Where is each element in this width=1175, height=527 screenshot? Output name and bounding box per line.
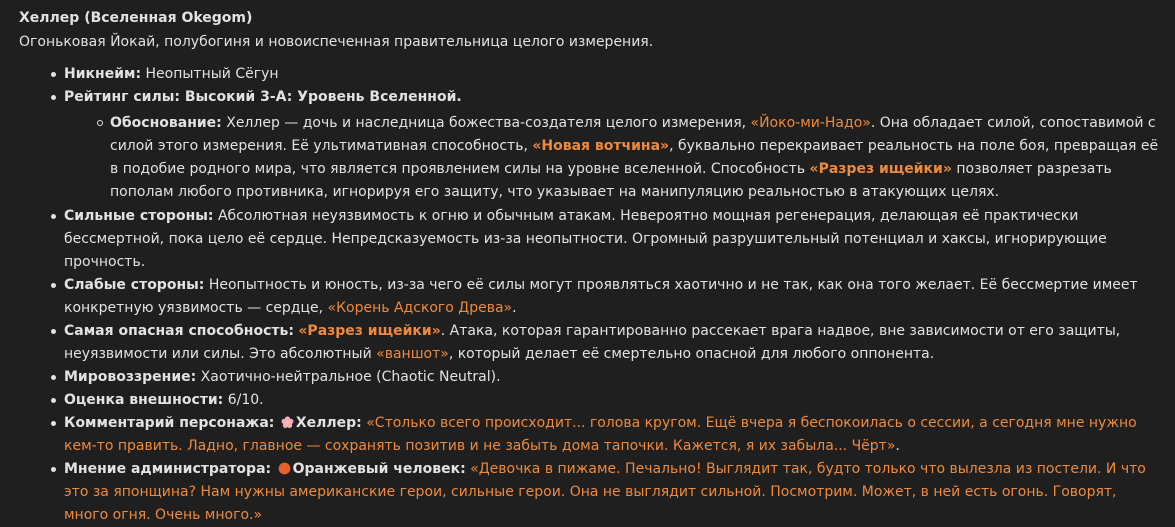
justification-text-4: позволяет разрезать пополам любого противника, игнорируя его защиту, что указывает на манипуляцию реальностью в атакующих целях. [110, 161, 1112, 200]
weaknesses-label: Слабые стороны: [64, 277, 205, 293]
nickname-value: Неопытный Сёгун [141, 66, 279, 82]
justification-text-2: . Она обладает силой, сопоставимой с силой этого измерения. Её ультимативная способность, [110, 115, 1156, 154]
rating-sublist [64, 112, 1159, 204]
dangerous-text-1: . Атака, которая гарантированно рассекает врага надвое, вне зависимости от его защиты, неуязвимости или силы. Это абсолютный [64, 323, 1121, 362]
admin-speaker: Оранжевый человек: [292, 461, 466, 477]
highlight-hound-slash: «Разрез ищейки» [809, 161, 952, 177]
strengths-item [64, 205, 1159, 274]
nickname-item [64, 63, 1159, 86]
nickname-label: Никнейм: [64, 66, 142, 82]
justification-text-1: Хеллер — дочь и наследница божества-создателя целого измерения, [221, 115, 751, 131]
alignment-value: Хаотично-нейтральное (Chaotic Neutral). [196, 369, 501, 385]
appearance-item [64, 389, 1159, 412]
justification-label: Обоснование: [110, 115, 222, 131]
rating-label: Рейтинг силы: Высокий 3-A: Уровень Вселенной. [64, 89, 462, 105]
alignment-label: Мировоззрение: [64, 369, 197, 385]
character-intro: Огоньковая Йокай, полубогиня и новоиспеченная правительница целого измерения. [19, 34, 654, 50]
stats-list [19, 63, 1159, 527]
highlight-hound-slash-2: «Разрез ищейки» [298, 323, 441, 339]
highlight-oneshot: «ваншот» [376, 346, 449, 362]
rating-item [64, 86, 1159, 204]
comment-label: Комментарий персонажа: [64, 415, 275, 431]
comment-quote: «Столько всего происходит... голова кругом. Ещё вчера я беспокоилась о сессии, а сегодня мне нужно кем-то править. Ладно, главное — сохранять позитив и не забыть дома тапочки. Кажется, я их забыла... Чёрт» [64, 415, 1137, 454]
dangerous-ability-item [64, 320, 1159, 366]
alignment-item [64, 366, 1159, 389]
character-title: Хеллер (Вселенная Okegom) [19, 10, 253, 26]
character-comment-item [64, 412, 1159, 458]
admin-quote: «Девочка в пижаме. Печально! Выглядит так, будто только что вылезла из постели. И что это за японщина? Нам нужны американские герои, сильные герои. Она не выглядит сильной. Посмотрим. Может, в ней есть огонь. Говорят, много огня. Очень много.» [64, 461, 1146, 523]
weaknesses-text: Неопытность и юность, из-за чего её силы могут проявляться хаотично и не так, как она того желает. Её бессмертие имеет конкретную уязвимость — сердце, [64, 277, 1138, 316]
weaknesses-item [64, 274, 1159, 320]
comment-end: . [895, 438, 900, 454]
appearance-value: 6/10. [223, 392, 264, 408]
justification-text-3: , буквально перекраивает реальность на поле боя, превращая её в подобие родного мира, что является проявлением силы на уровне вселенной. Способность [110, 138, 1159, 177]
admin-opinion-item [64, 458, 1159, 527]
dangerous-label: Самая опасная способность: [64, 323, 294, 339]
admin-label: Мнение администратора: [64, 461, 272, 477]
justification-item [110, 112, 1159, 204]
cherry-blossom-icon [281, 416, 294, 429]
strengths-text: Абсолютная неуязвимость к огню и обычным атакам. Невероятно мощная регенерация, делающая её практически бессмертной, пока цело её сердце. Непредсказуемость из-за неопытности. Огромный разрушительный потенциал и хаксы, игнорирующие прочность. [64, 208, 1107, 270]
weaknesses-end: . [512, 300, 517, 316]
appearance-label: Оценка внешности: [64, 392, 224, 408]
highlight-new-domain: «Новая вотчина» [532, 138, 670, 154]
strengths-label: Сильные стороны: [64, 208, 214, 224]
dangerous-text-2: , который делает её смертельно опасной для любого оппонента. [448, 346, 935, 362]
highlight-yoko-mi-nado: «Йоко-ми-Надо» [750, 115, 871, 131]
orange-circle-icon [278, 462, 291, 475]
highlight-hell-tree-root: «Корень Адского Древа» [327, 300, 513, 316]
comment-speaker: Хеллер: [295, 415, 362, 431]
